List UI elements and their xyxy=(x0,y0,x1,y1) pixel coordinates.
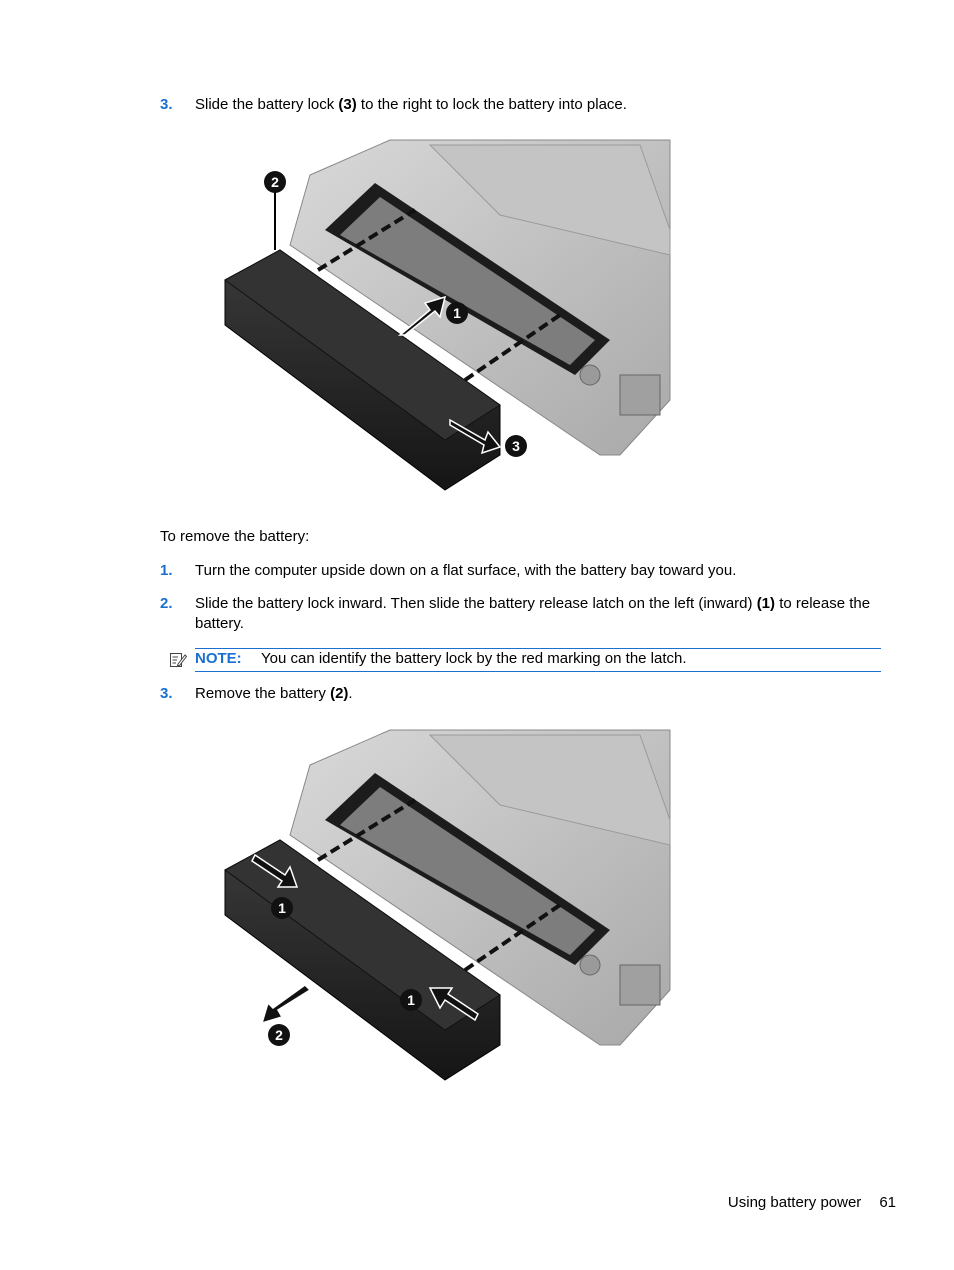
footer-section-title: Using battery power xyxy=(727,1194,862,1211)
callout-badge xyxy=(446,302,468,324)
step-text: Slide the battery lock inward. Then slide the battery release latch on the left (inward) (1) to release the battery. xyxy=(195,595,871,632)
callout-badge xyxy=(505,435,527,457)
step-number: 2. xyxy=(160,595,173,612)
callout-badge xyxy=(271,897,293,919)
svg-text:1: 1 xyxy=(453,305,461,321)
note-text: You can identify the battery lock by the red marking on the latch. xyxy=(261,650,687,667)
note-label: NOTE: xyxy=(195,650,242,667)
step-number: 1. xyxy=(160,562,173,579)
callout-badge xyxy=(268,1024,290,1046)
svg-text:1: 1 xyxy=(407,992,415,1008)
step-text: Turn the computer upside down on a flat surface, with the battery bay toward you. xyxy=(195,562,737,579)
callout-badge xyxy=(400,989,422,1011)
callout-badge xyxy=(264,171,286,193)
battery-insert-illustration xyxy=(200,135,680,505)
svg-text:3: 3 xyxy=(512,438,520,454)
svg-text:2: 2 xyxy=(271,174,279,190)
step-number: 3. xyxy=(160,685,173,702)
svg-text:2: 2 xyxy=(275,1027,283,1043)
battery-remove-illustration xyxy=(200,725,680,1095)
step-text: Remove the battery (2). xyxy=(195,685,353,702)
page-number: 61 xyxy=(879,1194,896,1211)
remove-intro: To remove the battery: xyxy=(160,528,310,545)
step-number: 3. xyxy=(160,96,173,113)
note-box xyxy=(195,648,881,672)
svg-text:1: 1 xyxy=(278,900,286,916)
page-footer xyxy=(728,1193,896,1213)
step-text: Slide the battery lock (3) to the right to lock the battery into place. xyxy=(195,96,627,113)
note-pencil-icon xyxy=(169,651,187,669)
